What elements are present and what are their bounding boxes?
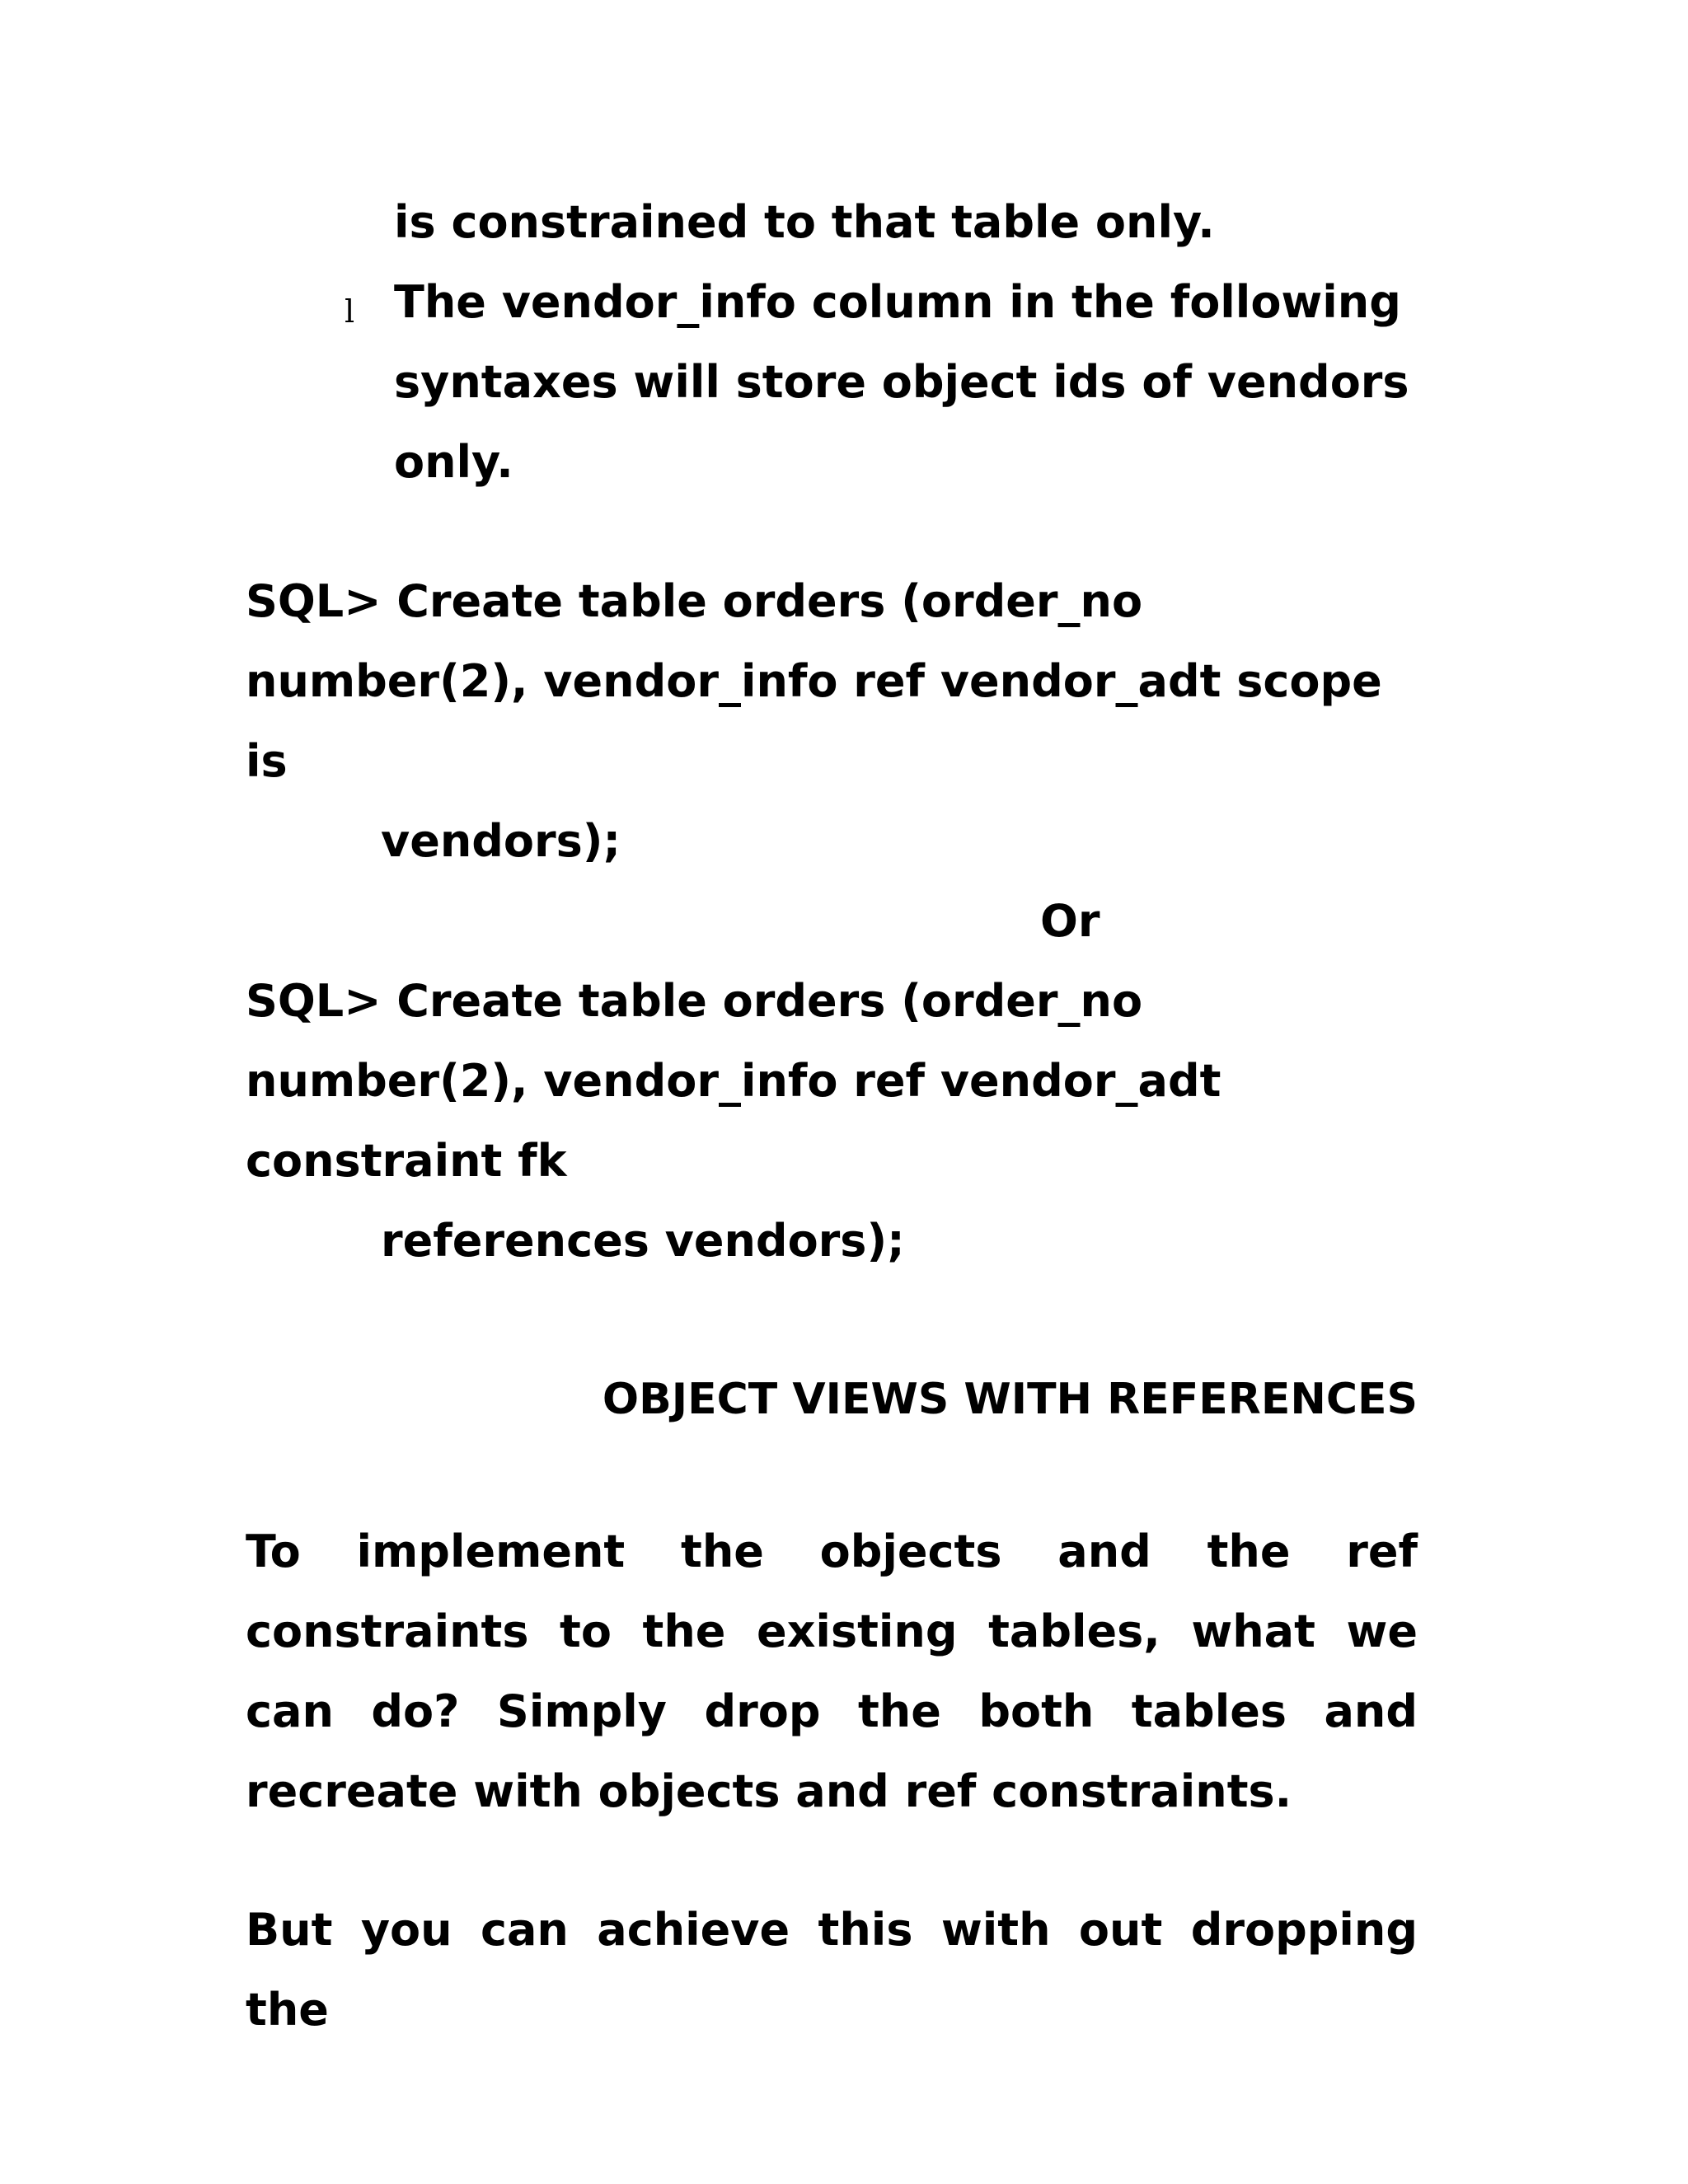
bullet-line: only. bbox=[394, 436, 513, 488]
bullet-marker: l bbox=[345, 293, 355, 330]
code-line: is bbox=[246, 735, 288, 787]
section-heading: OBJECT VIEWS WITH REFERENCES bbox=[602, 1375, 1418, 1424]
code-line: number(2), vendor_info ref vendor_adt scope bbox=[246, 655, 1382, 707]
code-line: vendors); bbox=[381, 815, 621, 867]
body-paragraph: But you can achieve this with out dropping the bbox=[246, 1904, 1418, 2036]
code-line: number(2), vendor_info ref vendor_adt bbox=[246, 1055, 1221, 1107]
code-line: references vendors); bbox=[381, 1215, 905, 1267]
bullet-line: syntaxes will store object ids of vendors bbox=[394, 356, 1409, 408]
body-paragraph: To implement the objects and the ref constraints to the existing tables, what we can do? Simply drop the both tables and recreate with objects and ref constraints. bbox=[246, 1526, 1418, 1817]
continuation-line: is constrained to that table only. bbox=[394, 196, 1215, 248]
bullet-line: The vendor_info column in the following bbox=[394, 276, 1401, 328]
code-line: SQL> Create table orders (order_no bbox=[246, 575, 1143, 627]
code-line: SQL> Create table orders (order_no bbox=[246, 975, 1143, 1027]
code-line: constraint fk bbox=[246, 1135, 567, 1187]
or-separator: Or bbox=[1040, 895, 1100, 947]
